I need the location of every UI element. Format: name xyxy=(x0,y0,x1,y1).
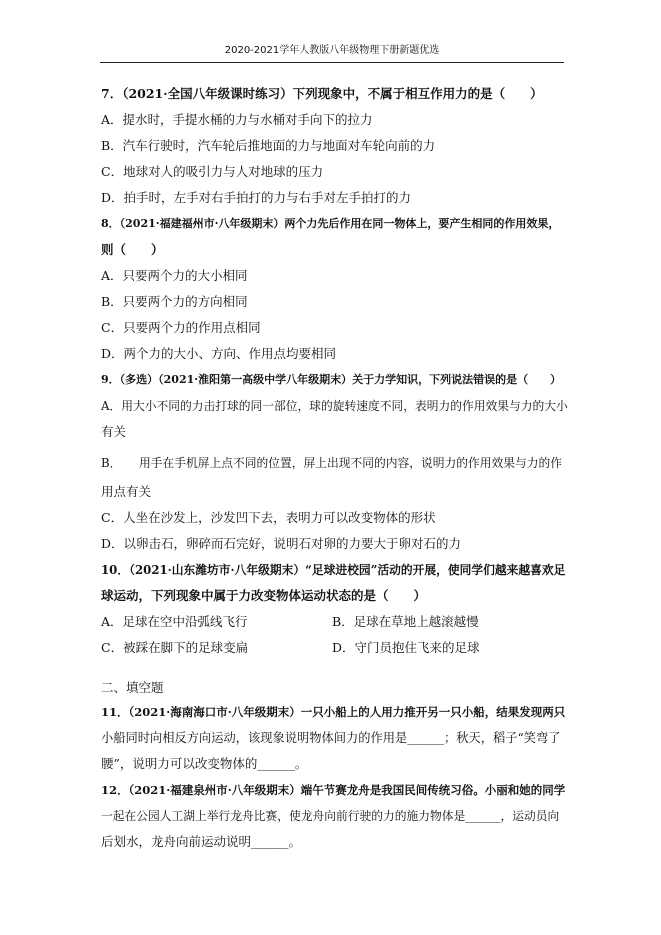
q12-line1: 12．（2021·福建泉州市·八年级期末）端午节赛龙舟是我国民间传统习俗。小丽和她的同学 xyxy=(101,783,566,797)
q8-stem-line1: 8．（2021·福建福州市·八年级期末）两个力先后作用在同一物体上，要产生相同的作用效果， xyxy=(101,217,560,230)
q11-line1: 11．（2021·海南海口市·八年级期末）一只小船上的人用力推开另一只小船，结果发现两只 xyxy=(101,705,566,719)
q7-option-d: D．拍手时，左手对右手拍打的力与右手对左手拍打的力 xyxy=(101,190,412,205)
q10-option-b: B．足球在草地上越滚越慢 xyxy=(332,614,479,629)
q7-option-a: A．提水时，手提水桶的力与水桶对手向下的拉力 xyxy=(101,112,373,127)
q8-stem-line2: 则（ ） xyxy=(101,242,164,257)
q11-line2: 小船同时向相反方向运动，该现象说明物体间力的作用是______；秋天，稻子“笑弯了 xyxy=(101,731,561,745)
q10-option-a: A．足球在空中沿弧线飞行 xyxy=(101,614,248,629)
section-heading: 二、填空题 xyxy=(101,680,164,695)
q12-line2: 一起在公园人工湖上举行龙舟比赛，使龙舟向前行驶的力的施力物体是______，运动员向 xyxy=(101,809,560,823)
q11-line3: 腰”，说明力可以改变物体的______。 xyxy=(101,756,308,771)
q8-option-c: C．只要两个力的作用点相同 xyxy=(101,320,261,335)
q7-option-c: C．地球对人的吸引力与人对地球的压力 xyxy=(101,164,324,179)
q12-line3: 后划水，龙舟向前运动说明______。 xyxy=(101,834,302,849)
q10-option-c: C．被踩在脚下的足球变扁 xyxy=(101,640,249,655)
q9-stem: 9．（多选）（2021·淮阳第一高级中学八年级期末）关于力学知识，下列说法错误的是（ ） xyxy=(101,373,562,386)
q10-stem-line2: 球运动，下列现象中属于力改变物体运动状态的是（ ） xyxy=(101,588,427,603)
q9-option-b-line1: B． 用手在手机屏上点不同的位置，屏上出现不同的内容，说明力的作用效果与力的作 xyxy=(101,456,563,470)
q8-option-a: A．只要两个力的大小相同 xyxy=(101,268,248,283)
q9-option-d: D．以卵击石，卵碎而石完好，说明石对卵的力要大于卵对石的力 xyxy=(101,536,462,551)
q10-stem-line1: 10．（2021·山东潍坊市·八年级期末）“足球进校园”活动的开展，使同学们越来越喜欢足 xyxy=(101,563,566,577)
q8-option-d: D．两个力的大小、方向、作用点均要相同 xyxy=(101,346,337,361)
q9-option-c: C．人坐在沙发上，沙发凹下去，表明力可以改变物体的形状 xyxy=(101,510,436,525)
q7-stem: 7．（2021·全国八年级课时练习）下列现象中，不属于相互作用力的是（ ） xyxy=(101,86,543,101)
q9-option-a-line2: 有关 xyxy=(101,424,127,439)
page-header: 2020-2021学年人教版八年级物理下册新题优选 xyxy=(100,42,564,63)
q8-option-b: B．只要两个力的方向相同 xyxy=(101,294,248,309)
q9-option-b-line2: 用点有关 xyxy=(101,484,152,499)
q7-option-b: B．汽车行驶时，汽车轮后推地面的力与地面对车轮向前的力 xyxy=(101,138,436,153)
q9-option-a-line1: A．用大小不同的力击打球的同一部位，球的旋转速度不同，表明力的作用效果与力的大小 xyxy=(101,399,568,413)
q10-option-d: D．守门员抱住飞来的足球 xyxy=(332,640,480,655)
